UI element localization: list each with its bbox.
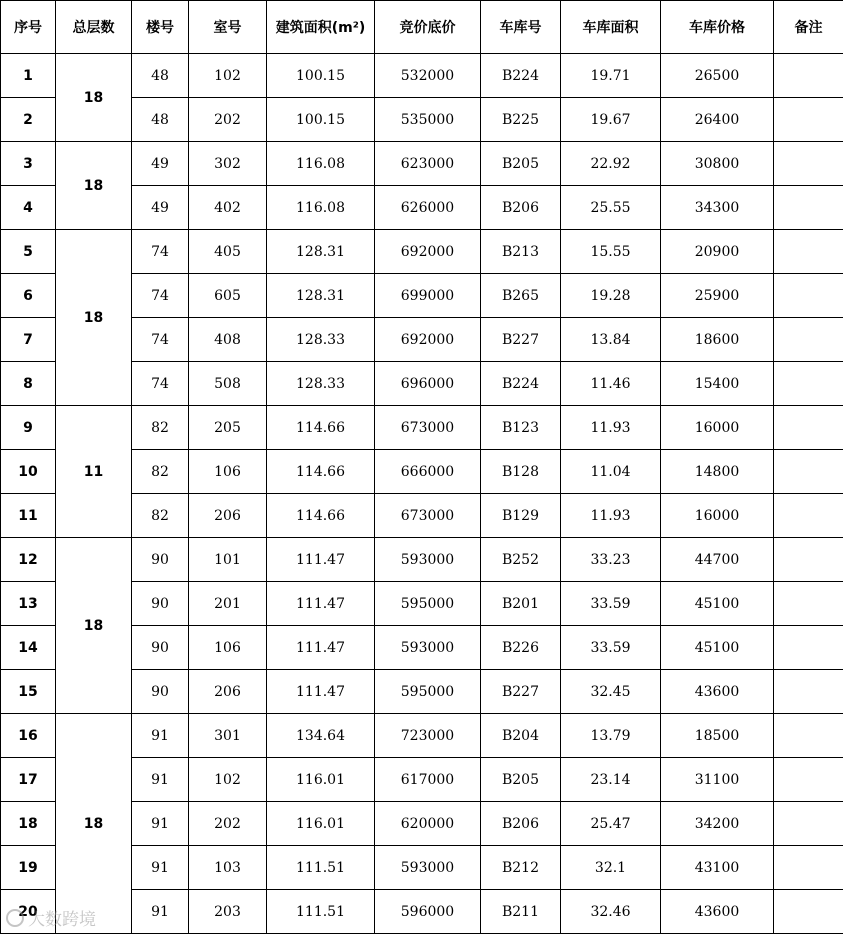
- cell-building-no: 90: [132, 670, 189, 714]
- cell-note: [774, 318, 843, 362]
- cell-note: [774, 538, 843, 582]
- cell-base-price: 692000: [375, 318, 481, 362]
- cell-garage-no: B224: [481, 54, 561, 98]
- table-row: [1, 406, 843, 450]
- cell-total-floors: 18: [56, 538, 132, 714]
- cell-floor-area: 116.01: [267, 758, 375, 802]
- cell-note: [774, 142, 843, 186]
- table-row: [1, 714, 843, 758]
- cell-seq: 15: [1, 670, 56, 714]
- cell-garage-no: B227: [481, 318, 561, 362]
- cell-garage-area: 19.28: [561, 274, 661, 318]
- cell-floor-area: 128.31: [267, 274, 375, 318]
- cell-garage-no: B206: [481, 186, 561, 230]
- cell-room-no: 203: [189, 890, 267, 934]
- cell-seq: 13: [1, 582, 56, 626]
- cell-base-price: 673000: [375, 494, 481, 538]
- cell-floor-area: 100.15: [267, 98, 375, 142]
- cell-base-price: 692000: [375, 230, 481, 274]
- cell-room-no: 405: [189, 230, 267, 274]
- cell-garage-area: 19.67: [561, 98, 661, 142]
- cell-note: [774, 714, 843, 758]
- cell-room-no: 102: [189, 758, 267, 802]
- header-garage-price: 车库价格: [661, 1, 774, 54]
- cell-building-no: 49: [132, 186, 189, 230]
- header-room-no: 室号: [189, 1, 267, 54]
- cell-garage-no: B212: [481, 846, 561, 890]
- table-header: [1, 1, 843, 54]
- cell-garage-price: 18600: [661, 318, 774, 362]
- cell-garage-price: 45100: [661, 582, 774, 626]
- cell-garage-no: B204: [481, 714, 561, 758]
- cell-garage-no: B213: [481, 230, 561, 274]
- cell-floor-area: 111.51: [267, 890, 375, 934]
- cell-garage-no: B129: [481, 494, 561, 538]
- table-row: [1, 142, 843, 186]
- cell-base-price: 595000: [375, 670, 481, 714]
- cell-room-no: 103: [189, 846, 267, 890]
- cell-building-no: 48: [132, 98, 189, 142]
- cell-building-no: 74: [132, 274, 189, 318]
- cell-base-price: 626000: [375, 186, 481, 230]
- cell-seq: 7: [1, 318, 56, 362]
- table-row: [1, 230, 843, 274]
- cell-note: [774, 802, 843, 846]
- cell-building-no: 82: [132, 450, 189, 494]
- cell-garage-area: 33.59: [561, 582, 661, 626]
- table-row: [1, 538, 843, 582]
- cell-garage-price: 18500: [661, 714, 774, 758]
- cell-garage-area: 11.93: [561, 406, 661, 450]
- cell-garage-price: 43600: [661, 670, 774, 714]
- cell-garage-area: 19.71: [561, 54, 661, 98]
- cell-garage-price: 25900: [661, 274, 774, 318]
- header-seq: 序号: [1, 1, 56, 54]
- cell-garage-no: B206: [481, 802, 561, 846]
- cell-garage-price: 43100: [661, 846, 774, 890]
- cell-floor-area: 114.66: [267, 406, 375, 450]
- cell-floor-area: 134.64: [267, 714, 375, 758]
- cell-garage-no: B227: [481, 670, 561, 714]
- cell-room-no: 302: [189, 142, 267, 186]
- cell-note: [774, 54, 843, 98]
- cell-garage-price: 16000: [661, 494, 774, 538]
- cell-room-no: 202: [189, 98, 267, 142]
- cell-garage-no: B205: [481, 142, 561, 186]
- cell-building-no: 91: [132, 802, 189, 846]
- cell-garage-no: B252: [481, 538, 561, 582]
- cell-total-floors: 18: [56, 54, 132, 142]
- cell-room-no: 102: [189, 54, 267, 98]
- cell-note: [774, 846, 843, 890]
- cell-floor-area: 116.08: [267, 142, 375, 186]
- cell-base-price: 593000: [375, 626, 481, 670]
- cell-garage-no: B225: [481, 98, 561, 142]
- cell-seq: 8: [1, 362, 56, 406]
- table-body: [1, 54, 843, 934]
- cell-floor-area: 114.66: [267, 494, 375, 538]
- cell-floor-area: 111.47: [267, 670, 375, 714]
- cell-garage-area: 25.55: [561, 186, 661, 230]
- cell-base-price: 673000: [375, 406, 481, 450]
- cell-base-price: 593000: [375, 538, 481, 582]
- cell-seq: 4: [1, 186, 56, 230]
- cell-garage-area: 23.14: [561, 758, 661, 802]
- table-row: [1, 54, 843, 98]
- cell-room-no: 101: [189, 538, 267, 582]
- cell-note: [774, 758, 843, 802]
- cell-building-no: 74: [132, 318, 189, 362]
- cell-garage-area: 25.47: [561, 802, 661, 846]
- cell-room-no: 205: [189, 406, 267, 450]
- cell-room-no: 106: [189, 626, 267, 670]
- cell-garage-area: 11.46: [561, 362, 661, 406]
- cell-note: [774, 362, 843, 406]
- cell-base-price: 699000: [375, 274, 481, 318]
- cell-garage-price: 45100: [661, 626, 774, 670]
- cell-seq: 18: [1, 802, 56, 846]
- cell-garage-area: 33.23: [561, 538, 661, 582]
- cell-garage-price: 34300: [661, 186, 774, 230]
- cell-total-floors: 18: [56, 230, 132, 406]
- cell-garage-no: B211: [481, 890, 561, 934]
- cell-base-price: 666000: [375, 450, 481, 494]
- cell-garage-price: 20900: [661, 230, 774, 274]
- cell-base-price: 532000: [375, 54, 481, 98]
- cell-garage-area: 13.79: [561, 714, 661, 758]
- cell-note: [774, 230, 843, 274]
- header-base-price: 竞价底价: [375, 1, 481, 54]
- cell-total-floors: 18: [56, 142, 132, 230]
- cell-room-no: 206: [189, 670, 267, 714]
- cell-building-no: 82: [132, 494, 189, 538]
- header-row: [1, 1, 843, 54]
- cell-building-no: 74: [132, 230, 189, 274]
- cell-room-no: 301: [189, 714, 267, 758]
- cell-room-no: 202: [189, 802, 267, 846]
- cell-total-floors: 18: [56, 714, 132, 934]
- cell-garage-area: 33.59: [561, 626, 661, 670]
- cell-base-price: 593000: [375, 846, 481, 890]
- cell-room-no: 605: [189, 274, 267, 318]
- cell-building-no: 49: [132, 142, 189, 186]
- cell-garage-area: 22.92: [561, 142, 661, 186]
- cell-floor-area: 128.33: [267, 318, 375, 362]
- cell-garage-price: 31100: [661, 758, 774, 802]
- cell-garage-price: 15400: [661, 362, 774, 406]
- cell-floor-area: 111.47: [267, 538, 375, 582]
- cell-seq: 9: [1, 406, 56, 450]
- cell-building-no: 91: [132, 890, 189, 934]
- cell-note: [774, 406, 843, 450]
- cell-note: [774, 582, 843, 626]
- cell-room-no: 106: [189, 450, 267, 494]
- cell-seq: 20: [1, 890, 56, 934]
- header-floor-area: 建筑面积(m²): [267, 1, 375, 54]
- cell-floor-area: 128.31: [267, 230, 375, 274]
- cell-seq: 11: [1, 494, 56, 538]
- cell-note: [774, 98, 843, 142]
- cell-seq: 10: [1, 450, 56, 494]
- cell-total-floors: 11: [56, 406, 132, 538]
- cell-garage-area: 15.55: [561, 230, 661, 274]
- cell-garage-area: 32.45: [561, 670, 661, 714]
- cell-room-no: 201: [189, 582, 267, 626]
- cell-seq: 12: [1, 538, 56, 582]
- cell-building-no: 90: [132, 582, 189, 626]
- header-building-no: 楼号: [132, 1, 189, 54]
- watermark-text: 大数跨境: [28, 910, 96, 930]
- cell-garage-area: 11.93: [561, 494, 661, 538]
- cell-building-no: 82: [132, 406, 189, 450]
- cell-seq: 5: [1, 230, 56, 274]
- cell-garage-price: 43600: [661, 890, 774, 934]
- cell-base-price: 535000: [375, 98, 481, 142]
- cell-seq: 6: [1, 274, 56, 318]
- cell-floor-area: 111.47: [267, 582, 375, 626]
- cell-garage-no: B265: [481, 274, 561, 318]
- cell-building-no: 90: [132, 538, 189, 582]
- cell-seq: 16: [1, 714, 56, 758]
- cell-floor-area: 128.33: [267, 362, 375, 406]
- cell-floor-area: 111.47: [267, 626, 375, 670]
- cell-garage-price: 16000: [661, 406, 774, 450]
- header-garage-area: 车库面积: [561, 1, 661, 54]
- cell-base-price: 696000: [375, 362, 481, 406]
- cell-base-price: 723000: [375, 714, 481, 758]
- cell-floor-area: 114.66: [267, 450, 375, 494]
- cell-building-no: 91: [132, 758, 189, 802]
- cell-garage-no: B128: [481, 450, 561, 494]
- cell-garage-no: B123: [481, 406, 561, 450]
- cell-note: [774, 494, 843, 538]
- cell-building-no: 91: [132, 714, 189, 758]
- cell-note: [774, 626, 843, 670]
- cell-floor-area: 116.01: [267, 802, 375, 846]
- cell-base-price: 595000: [375, 582, 481, 626]
- header-note: 备注: [774, 1, 843, 54]
- cell-room-no: 508: [189, 362, 267, 406]
- cell-note: [774, 274, 843, 318]
- cell-garage-area: 11.04: [561, 450, 661, 494]
- cell-building-no: 48: [132, 54, 189, 98]
- cell-seq: 14: [1, 626, 56, 670]
- cell-building-no: 74: [132, 362, 189, 406]
- cell-building-no: 91: [132, 846, 189, 890]
- cell-garage-no: B205: [481, 758, 561, 802]
- cell-room-no: 206: [189, 494, 267, 538]
- cell-garage-area: 13.84: [561, 318, 661, 362]
- cell-floor-area: 100.15: [267, 54, 375, 98]
- cell-note: [774, 450, 843, 494]
- cell-note: [774, 670, 843, 714]
- cell-base-price: 617000: [375, 758, 481, 802]
- cell-garage-price: 34200: [661, 802, 774, 846]
- cell-seq: 19: [1, 846, 56, 890]
- cell-garage-no: B224: [481, 362, 561, 406]
- cell-garage-no: B226: [481, 626, 561, 670]
- cell-base-price: 620000: [375, 802, 481, 846]
- cell-seq: 2: [1, 98, 56, 142]
- cell-floor-area: 116.08: [267, 186, 375, 230]
- cell-garage-price: 44700: [661, 538, 774, 582]
- cell-garage-no: B201: [481, 582, 561, 626]
- cell-note: [774, 186, 843, 230]
- cell-base-price: 596000: [375, 890, 481, 934]
- cell-seq: 1: [1, 54, 56, 98]
- cell-garage-area: 32.1: [561, 846, 661, 890]
- cell-base-price: 623000: [375, 142, 481, 186]
- cell-garage-price: 26400: [661, 98, 774, 142]
- cell-garage-price: 14800: [661, 450, 774, 494]
- cell-building-no: 90: [132, 626, 189, 670]
- cell-garage-area: 32.46: [561, 890, 661, 934]
- cell-seq: 17: [1, 758, 56, 802]
- header-total-floors: 总层数: [56, 1, 132, 54]
- cell-seq: 3: [1, 142, 56, 186]
- cell-garage-price: 30800: [661, 142, 774, 186]
- cell-room-no: 408: [189, 318, 267, 362]
- cell-garage-price: 26500: [661, 54, 774, 98]
- cell-room-no: 402: [189, 186, 267, 230]
- cell-floor-area: 111.51: [267, 846, 375, 890]
- header-garage-no: 车库号: [481, 1, 561, 54]
- cell-note: [774, 890, 843, 934]
